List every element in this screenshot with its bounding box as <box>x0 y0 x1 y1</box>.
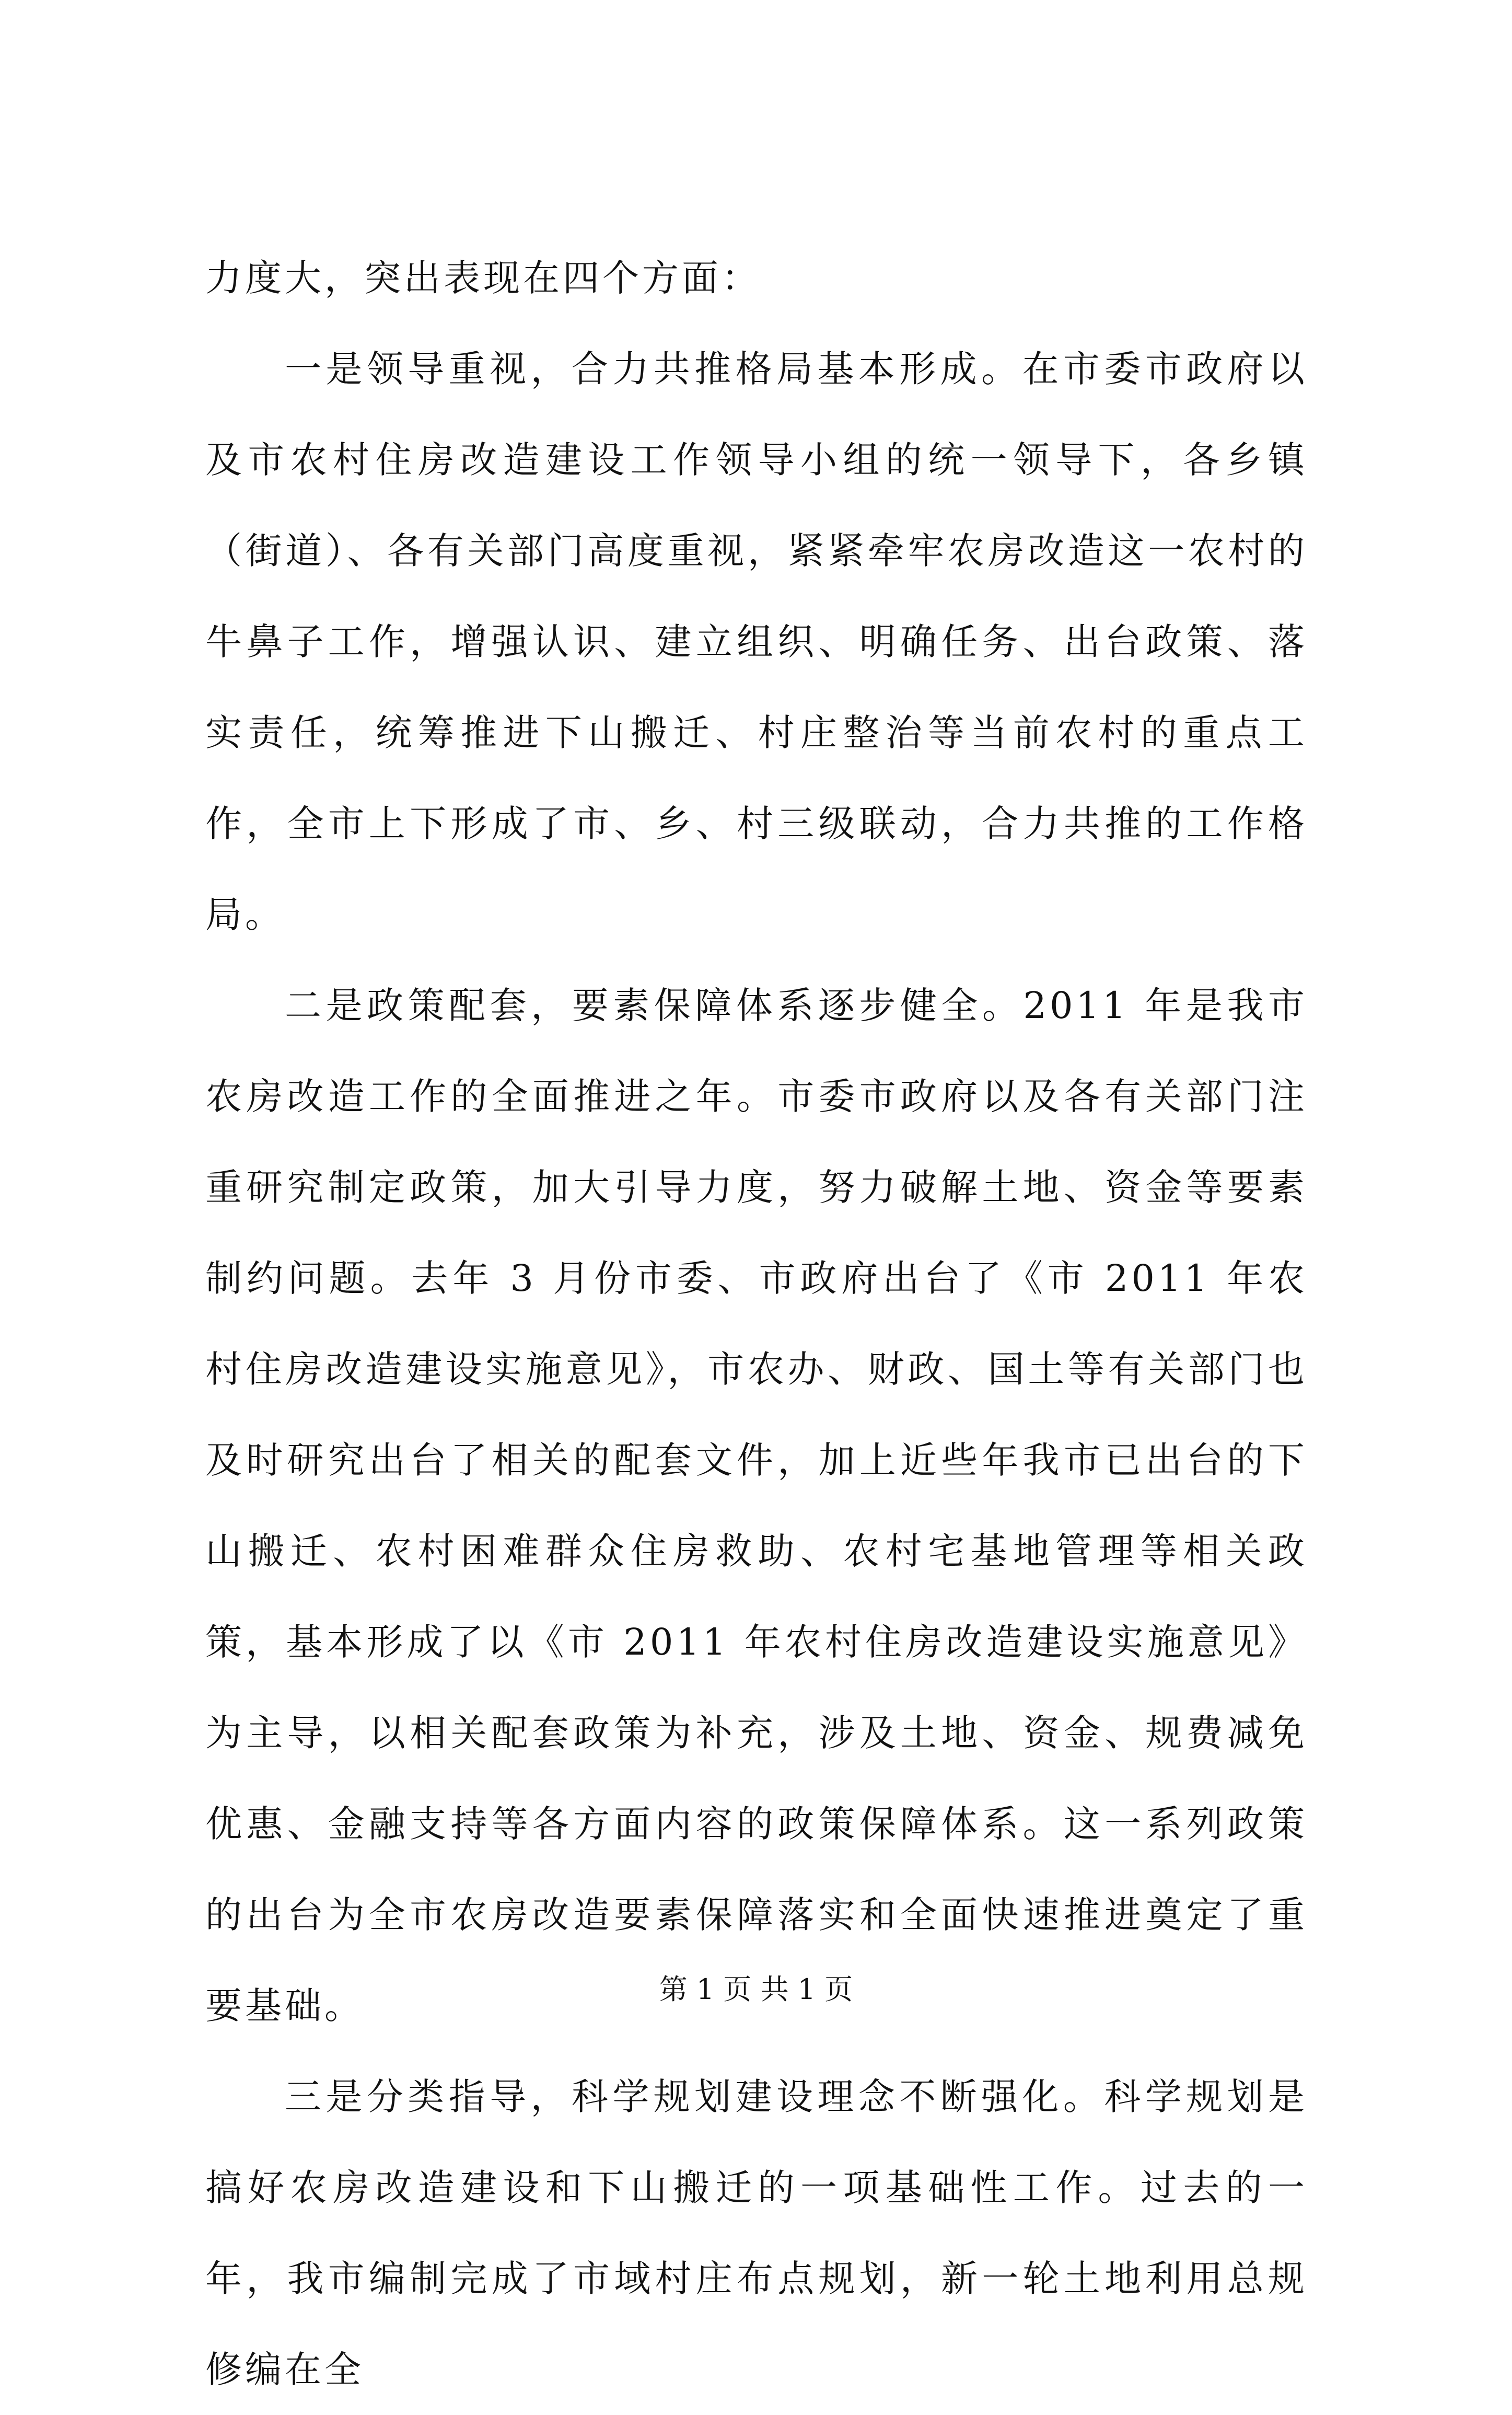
paragraph-intro: 力度大，突出表现在四个方面： <box>205 257 761 299</box>
page-number-footer: 第 1 页 共 1 页 <box>659 1973 853 2006</box>
paragraph-point-two: 二是政策配套，要素保障体系逐步健全。2011 年是我市农房改造工作的全面推进之年。市委市政府以及各有关部门注重研究制定政策，加大引导力度，努力破解土地、资金等要素制约问题。去年 3 月份市委、市政府出台了《市 2011 年农村住房改造建设实施意见》，市农办、财政、国土等有关部门也及时研究出台了相关的配套文件，加上近些年我市已出台的下山搬迁、农村困难群众住房救助、农村宅基地管理等相关政策，基本形成了以《市 2011 年农村住房改造建设实施意见》为主导，以相关配套政策为补充，涉及土地、资金、规费减免优惠、金融支持等各方面内容的政策保障体系。这一系列政策的出台为全市农房改造要素保障落实和全面快速推进奠定了重要基础。 <box>205 984 1308 2027</box>
document-body <box>205 233 1308 2415</box>
paragraph-point-one: 一是领导重视，合力共推格局基本形成。在市委市政府以及市农村住房改造建设工作领导小组的统一领导下，各乡镇（街道）、各有关部门高度重视，紧紧牵牢农房改造这一农村的牛鼻子工作，增强认识、建立组织、明确任务、出台政策、落实责任，统筹推进下山搬迁、村庄整治等当前农村的重点工作，全市上下形成了市、乡、村三级联动，合力共推的工作格局。 <box>205 348 1308 936</box>
paragraph-point-three: 三是分类指导，科学规划建设理念不断强化。科学规划是搞好农房改造建设和下山搬迁的一项基础性工作。过去的一年，我市编制完成了市域村庄布点规划，新一轮土地利用总规修编在全 <box>205 2075 1308 2391</box>
